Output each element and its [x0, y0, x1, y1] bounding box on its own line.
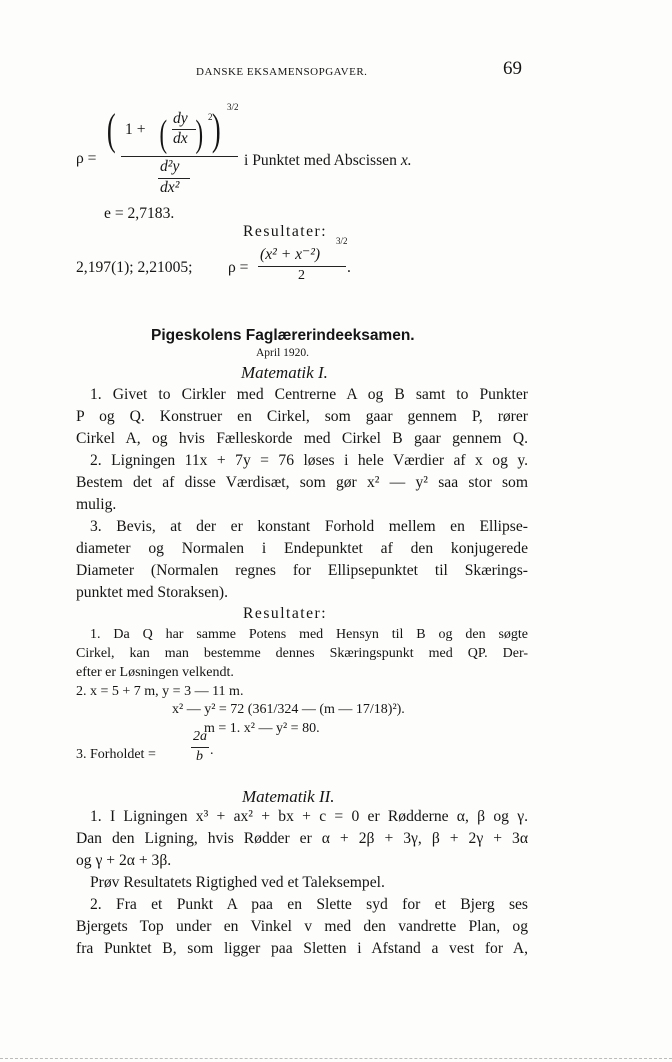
formula-one-plus: 1 +: [125, 121, 146, 138]
results2-ratio-dot: .: [210, 743, 214, 758]
problem1-line: Cirkel A, og hvis Fælleskorde med Cirkel B gaar gennem Q.: [76, 430, 528, 447]
formula-rho: ρ =: [76, 150, 97, 167]
results2-line: 1. Da Q har samme Potens med Hensyn til B og den søgte: [90, 627, 528, 642]
results-heading-2: Resultater:: [243, 605, 328, 622]
problem-line: Dan den Ligning, hvis Rødder er α + 2β + 3γ, β + 2γ + 3α: [76, 830, 528, 847]
problem3-line: diameter og Normalen i Endepunktet af den konjugerede: [76, 540, 528, 557]
results1-exp: 3/2: [336, 236, 348, 246]
results1-numerator: (x² + x⁻²): [260, 246, 321, 263]
problem2-line: Bestem det af disse Værdisæt, som gør x² — y² saa stor som: [76, 474, 528, 491]
results-heading-1: Resultater:: [243, 223, 328, 240]
problem-line: 2. Fra et Punkt A paa en Slette syd for et Bjerg ses: [90, 896, 528, 913]
formula-paren-open: (: [106, 105, 116, 154]
formula-dy: dy: [173, 110, 188, 127]
results2-eq1: 2. x = 5 + 7 m, y = 3 — 11 m.: [76, 684, 244, 699]
results1-values: 2,197(1); 2,21005;: [76, 259, 193, 276]
formula-exp2: 2: [208, 112, 213, 122]
formula-rest-text: i Punktet med Abscissen x.: [244, 152, 412, 169]
formula-exp32: 3/2: [227, 102, 239, 112]
formula-d2y: d²y: [160, 158, 180, 175]
problem-line: og γ + 2α + 3β.: [76, 852, 172, 869]
results1-dot: .: [347, 259, 351, 276]
results1-denominator: 2: [298, 268, 305, 283]
results2-ratio-den: b: [196, 749, 203, 764]
e-value: e = 2,7183.: [104, 205, 175, 222]
results2-line: efter er Løsningen velkendt.: [76, 665, 234, 680]
problem-line: fra Punktet B, som ligger paa Sletten i Afstand a vest for A,: [76, 940, 528, 957]
scan-edge-rule: [0, 1058, 672, 1060]
subsection-title-1: Matematik I.: [241, 363, 328, 382]
page-number: 69: [503, 58, 522, 79]
problem3-line: 3. Bevis, at der er konstant Forhold mellem en Ellipse-: [90, 518, 528, 535]
formula-dx2: dx²: [160, 179, 180, 196]
subsection-title-2: Matematik II.: [242, 787, 335, 806]
problem-line: 1. I Ligningen x³ + ax² + bx + c = 0 er Rødderne α, β og γ.: [90, 808, 528, 825]
problem2-line: 2. Ligningen 11x + 7y = 76 løses i hele Værdier af x og y.: [90, 452, 528, 469]
section-date: April 1920.: [256, 347, 310, 359]
results2-line: Cirkel, kan man bestemme dennes Skæringspunkt med QP. Der-: [76, 646, 528, 661]
problem2-line: mulig.: [76, 496, 117, 513]
formula-dx: dx: [173, 130, 188, 147]
formula-main-fraction-bar: [121, 156, 238, 157]
problem-line: Bjergets Top under en Vinkel v med den vandrette Plan, og: [76, 918, 528, 935]
running-title: DANSKE EKSAMENSOPGAVER.: [196, 66, 368, 78]
formula-inner-paren-close: ): [195, 113, 204, 155]
problem1-line: 1. Givet to Cirkler med Centrerne A og B samt to Punkter: [90, 386, 528, 403]
problem-line: Prøv Resultatets Rigtighed ved et Taleksempel.: [90, 874, 385, 891]
problem3-line: Diameter (Normalen regnes for Ellipsepunktet til Skærings-: [76, 562, 528, 579]
results1-rho: ρ =: [228, 259, 249, 276]
results2-eq3: m = 1. x² — y² = 80.: [204, 721, 320, 736]
results2-ratio-num: 2a: [193, 729, 207, 744]
results2-ratio-label: 3. Forholdet =: [76, 747, 156, 762]
problem3-line: punktet med Storaksen).: [76, 584, 229, 601]
formula-inner-paren-open: (: [159, 113, 168, 155]
section-title: Pigeskolens Faglærerindeeksamen.: [151, 327, 415, 344]
results2-eq2: x² — y² = 72 (361/324 — (m — 17/18)²).: [172, 702, 405, 717]
formula-paren-close: ): [211, 105, 221, 154]
problem1-line: P og Q. Konstruer en Cirkel, som gaar gennem P, rører: [76, 408, 528, 425]
